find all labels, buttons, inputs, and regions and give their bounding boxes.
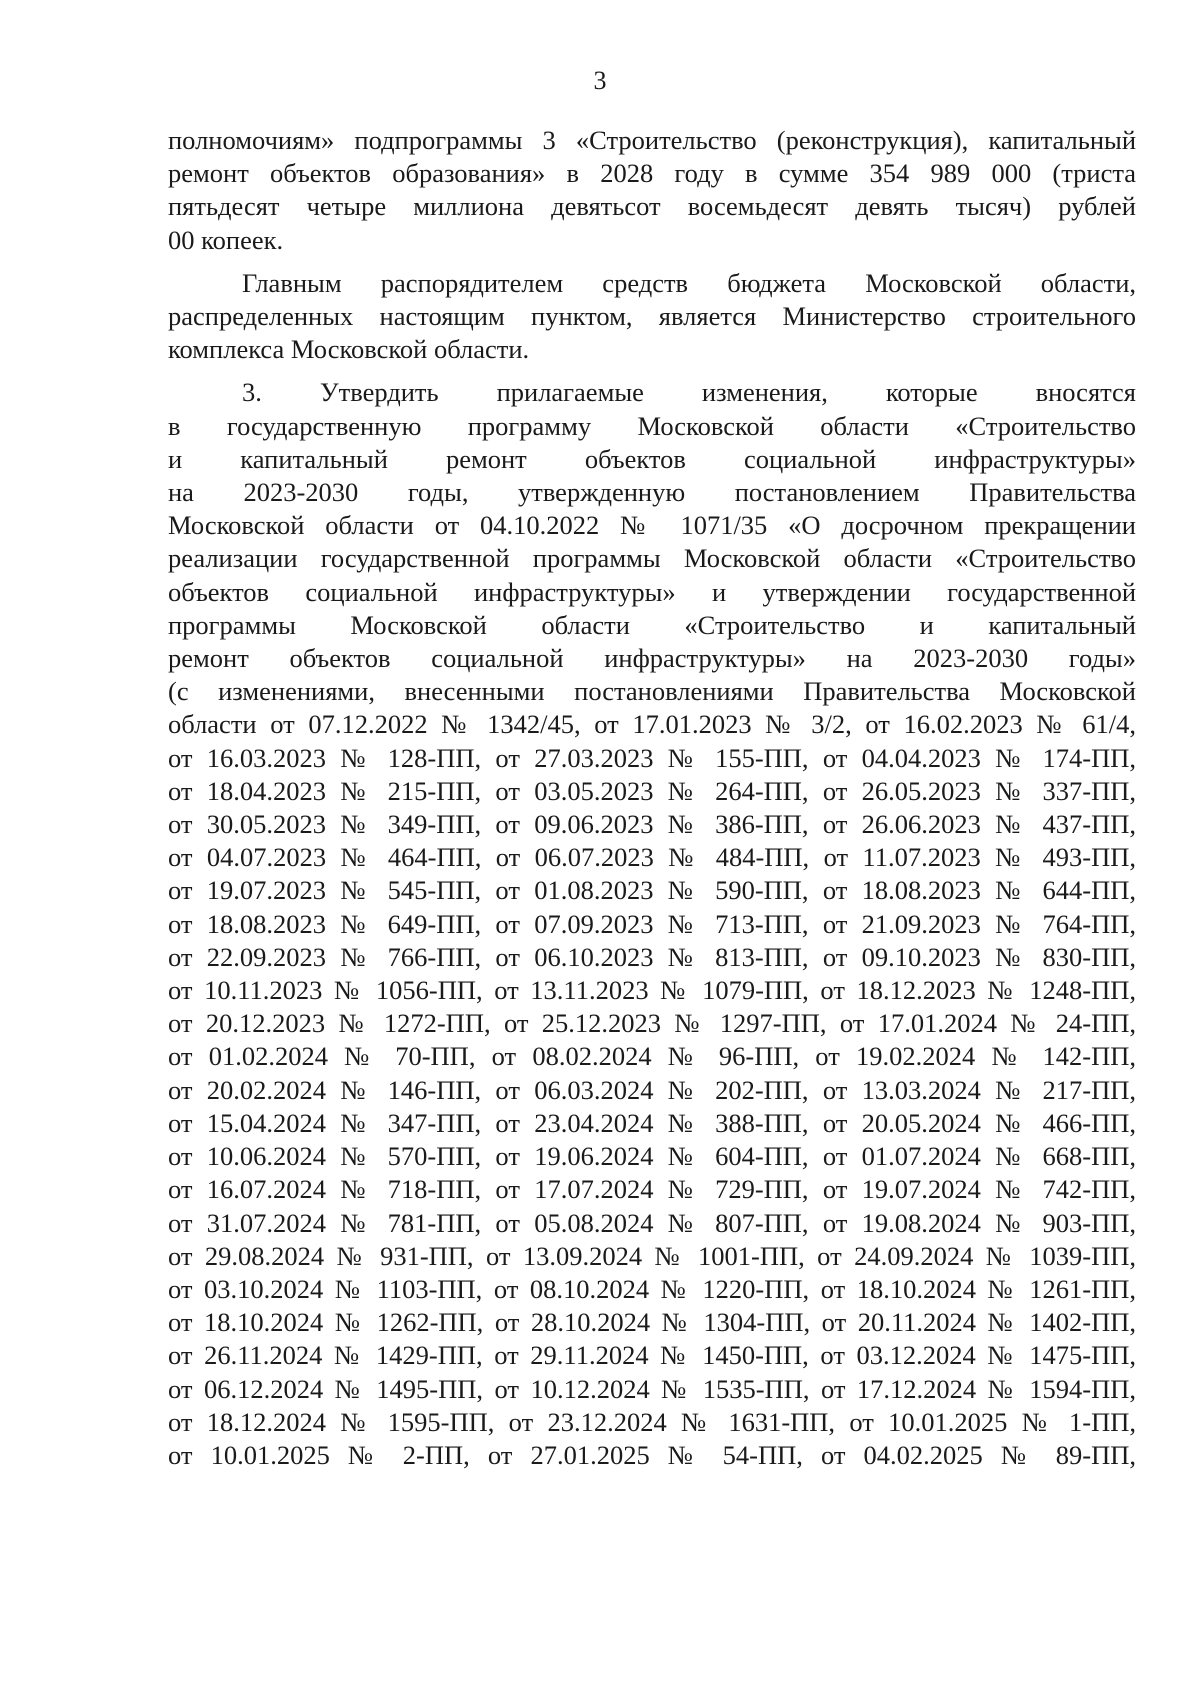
paragraph3-line: от 20.02.2024 № 146-ПП, от 06.03.2024 № 202-ПП, от 13.03.2024 № 217-ПП, xyxy=(168,1074,1136,1105)
paragraph3-line: в государственную программу Московской области «Строительство xyxy=(168,410,1136,441)
paragraph3-line: от 29.08.2024 № 931-ПП, от 13.09.2024 № 1001-ПП, от 24.09.2024 № 1039-ПП, xyxy=(168,1240,1136,1271)
paragraph3-line: от 10.06.2024 № 570-ПП, от 19.06.2024 № 604-ПП, от 01.07.2024 № 668-ПП, xyxy=(168,1141,1136,1172)
paragraph3-line: и капитальный ремонт объектов социальной инфраструктуры» xyxy=(168,443,1136,474)
paragraph3-line: от 03.10.2024 № 1103-ПП, от 08.10.2024 № 1220-ПП, от 18.10.2024 № 1261-ПП, xyxy=(168,1273,1136,1304)
paragraph2-line: распределенных настоящим пунктом, является Министерство строительного xyxy=(168,301,1136,332)
paragraph3-line: ремонт объектов социальной инфраструктуры» на 2023-2030 годы» xyxy=(168,643,1136,674)
paragraph-1 xyxy=(168,124,1136,257)
paragraph1-line: ремонт объектов образования» в 2028 году в сумме 354 989 000 (триста xyxy=(168,158,1136,189)
paragraph3-line: на 2023-2030 годы, утвержденную постановлением Правительства xyxy=(168,477,1136,508)
paragraph3-line: программы Московской области «Строительство и капитальный xyxy=(168,609,1136,640)
paragraph3-line: от 15.04.2024 № 347-ПП, от 23.04.2024 № 388-ПП, от 20.05.2024 № 466-ПП, xyxy=(168,1107,1136,1138)
paragraph3-line: объектов социальной инфраструктуры» и утверждении государственной xyxy=(168,576,1136,607)
paragraph3-line: области от 07.12.2022 № 1342/45, от 17.01.2023 № 3/2, от 16.02.2023 № 61/4, xyxy=(168,709,1136,740)
paragraph3-line: от 04.07.2023 № 464-ПП, от 06.07.2023 № 484-ПП, от 11.07.2023 № 493-ПП, xyxy=(168,842,1136,873)
paragraph3-line: Московской области от 04.10.2022 № 1071/35 «О досрочном прекращении xyxy=(168,510,1136,541)
paragraph3-line: от 18.10.2024 № 1262-ПП, от 28.10.2024 № 1304-ПП, от 20.11.2024 № 1402-ПП, xyxy=(168,1307,1136,1338)
paragraph3-line: от 10.01.2025 № 2-ПП, от 27.01.2025 № 54-ПП, от 04.02.2025 № 89-ПП, xyxy=(168,1439,1136,1470)
paragraph3-line: от 31.07.2024 № 781-ПП, от 05.08.2024 № 807-ПП, от 19.08.2024 № 903-ПП, xyxy=(168,1207,1136,1238)
paragraph3-line: от 30.05.2023 № 349-ПП, от 09.06.2023 № 386-ПП, от 26.06.2023 № 437-ПП, xyxy=(168,809,1136,840)
paragraph3-line: от 19.07.2023 № 545-ПП, от 01.08.2023 № 590-ПП, от 18.08.2023 № 644-ПП, xyxy=(168,875,1136,906)
paragraph1-line: 00 копеек. xyxy=(168,224,284,255)
paragraph3-line: от 22.09.2023 № 766-ПП, от 06.10.2023 № 813-ПП, от 09.10.2023 № 830-ПП, xyxy=(168,941,1136,972)
paragraph2-line: комплекса Московской области. xyxy=(168,334,530,365)
paragraph3-line: от 18.08.2023 № 649-ПП, от 07.09.2023 № 713-ПП, от 21.09.2023 № 764-ПП, xyxy=(168,908,1136,939)
paragraph3-line: от 10.11.2023 № 1056-ПП, от 13.11.2023 № 1079-ПП, от 18.12.2023 № 1248-ПП, xyxy=(168,975,1136,1006)
paragraph1-line: пятьдесят четыре миллиона девятьсот восемьдесят девять тысяч) рублей xyxy=(168,191,1136,222)
paragraph3-line: от 01.02.2024 № 70-ПП, от 08.02.2024 № 96-ПП, от 19.02.2024 № 142-ПП, xyxy=(168,1041,1136,1072)
paragraph3-line: от 20.12.2023 № 1272-ПП, от 25.12.2023 № 1297-ПП, от 17.01.2024 № 24-ПП, xyxy=(168,1008,1136,1039)
paragraph3-line: от 18.12.2024 № 1595-ПП, от 23.12.2024 № 1631-ПП, от 10.01.2025 № 1-ПП, xyxy=(168,1406,1136,1437)
paragraph3-line: 3. Утвердить прилагаемые изменения, которые вносятся xyxy=(242,377,1136,408)
page-number: 3 xyxy=(593,66,607,95)
paragraph-3 xyxy=(168,376,1136,1472)
document-body xyxy=(168,124,1136,1472)
paragraph1-line: полномочиям» подпрограммы 3 «Строительство (реконструкция), капитальный xyxy=(168,125,1136,155)
paragraph3-line: от 16.03.2023 № 128-ПП, от 27.03.2023 № 155-ПП, от 04.04.2023 № 174-ПП, xyxy=(168,742,1136,773)
paragraph2-line: Главным распорядителем средств бюджета Московской области, xyxy=(242,267,1136,298)
paragraph3-line: от 06.12.2024 № 1495-ПП, от 10.12.2024 № 1535-ПП, от 17.12.2024 № 1594-ПП, xyxy=(168,1373,1136,1404)
paragraph3-line: от 16.07.2024 № 718-ПП, от 17.07.2024 № 729-ПП, от 19.07.2024 № 742-ПП, xyxy=(168,1174,1136,1205)
paragraph3-line: от 18.04.2023 № 215-ПП, от 03.05.2023 № 264-ПП, от 26.05.2023 № 337-ПП, xyxy=(168,775,1136,806)
paragraph3-line: (с изменениями, внесенными постановлениями Правительства Московской xyxy=(168,676,1136,707)
paragraph-2 xyxy=(168,267,1136,367)
paragraph3-line: от 26.11.2024 № 1429-ПП, от 29.11.2024 № 1450-ПП, от 03.12.2024 № 1475-ПП, xyxy=(168,1340,1136,1371)
paragraph3-line: реализации государственной программы Московской области «Строительство xyxy=(168,543,1136,574)
